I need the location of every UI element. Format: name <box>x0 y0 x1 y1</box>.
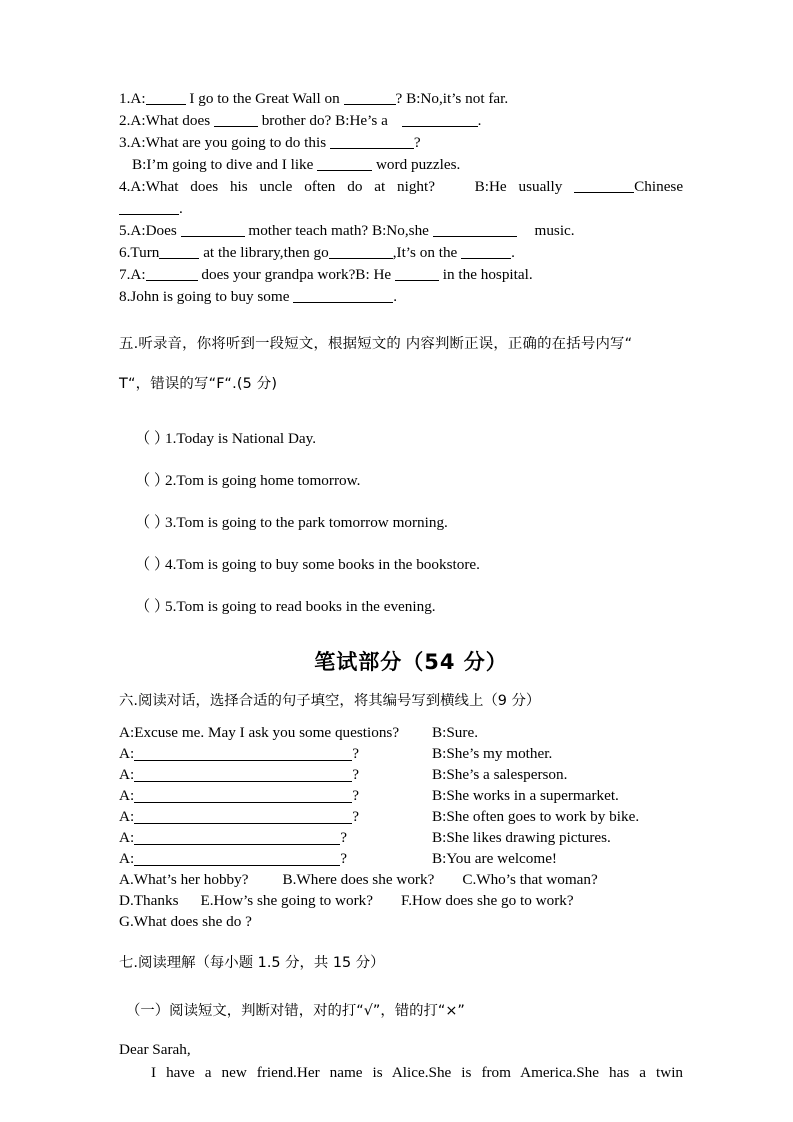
dialogue-a-question-mark: ? <box>340 850 347 867</box>
q5-blank-2[interactable] <box>433 223 517 237</box>
dialogue-a-question-mark: ? <box>352 787 359 804</box>
q4-blank-1[interactable] <box>574 179 634 193</box>
dialogue-answer-blank[interactable] <box>134 829 340 845</box>
question-1 <box>119 88 683 110</box>
dialogue-row <box>119 848 683 869</box>
letter-body-line-1 <box>119 1061 683 1084</box>
question-6 <box>119 242 683 264</box>
choice-line-2 <box>119 890 683 911</box>
q8-seg1: . <box>393 288 398 305</box>
fill-in-questions <box>119 88 683 308</box>
section-five-instruction <box>119 324 683 404</box>
q4-line2-tail: . <box>179 200 183 217</box>
q2-blank-2[interactable] <box>402 113 478 127</box>
q4-w9: usually <box>518 178 563 195</box>
letter-word: I <box>151 1064 157 1081</box>
dialogue-a-question-mark: ? <box>340 829 347 846</box>
tf-statement: 3.Tom is going to the park tomorrow morning. <box>165 514 448 531</box>
dialogue-b: B:She likes drawing pictures. <box>432 829 611 846</box>
q1-prefix: 1.A: <box>119 90 146 107</box>
question-5 <box>119 220 683 242</box>
letter-word: America.She <box>520 1064 599 1081</box>
dialogue-answer-blank[interactable] <box>134 745 352 761</box>
q4-w2: his <box>229 178 248 195</box>
dialogue-a-label: A: <box>119 745 135 762</box>
q6-blank-1[interactable] <box>159 245 199 259</box>
tf-statement: 4.Tom is going to buy some books in the bookstore. <box>165 556 480 573</box>
q5-seg2: B:No,she <box>368 222 433 239</box>
dialogue-b: B:You are welcome! <box>432 850 557 867</box>
dialogue-answer-blank[interactable] <box>134 766 352 782</box>
page-content <box>119 88 683 1084</box>
q3-sub-suffix: word puzzles. <box>372 156 461 173</box>
tf-row <box>119 544 683 586</box>
q6-blank-3[interactable] <box>461 245 511 259</box>
dialogue-a-question-mark: ? <box>352 808 359 825</box>
q7-prefix: 7.A: <box>119 266 146 283</box>
letter-word: a <box>639 1064 646 1081</box>
q1-seg2: ? <box>395 90 403 107</box>
q4-blank-2[interactable] <box>119 201 179 215</box>
q1-seg1: I go to the Great Wall on <box>185 90 344 107</box>
q1-blank-2[interactable] <box>344 91 396 105</box>
q3-seg1: ? <box>413 134 421 151</box>
question-2 <box>119 110 683 132</box>
q4-w3: uncle <box>259 178 293 195</box>
letter-word: from <box>481 1064 511 1081</box>
dialogue-a: A:Excuse me. May I ask you some questions? <box>119 724 400 741</box>
question-4-line-2 <box>119 198 683 220</box>
q3-sub-prefix: B:I’m going to dive and I like <box>132 156 318 173</box>
tf-statement: 2.Tom is going home tomorrow. <box>165 472 361 489</box>
choice-line-3 <box>119 911 683 932</box>
tf-statement: 1.Today is National Day. <box>165 430 317 447</box>
q7-blank-2[interactable] <box>395 267 439 281</box>
dialogue-b: B:She’s my mother. <box>432 745 553 762</box>
tf-statement: 5.Tom is going to read books in the evening. <box>165 598 436 615</box>
q4-w6: at <box>374 178 386 195</box>
letter-word: twin <box>656 1064 684 1081</box>
dialogue-row <box>119 743 683 764</box>
letter-word: a <box>204 1064 212 1081</box>
q8-blank-1[interactable] <box>293 289 393 303</box>
dialogue-answer-blank[interactable] <box>134 808 352 824</box>
dialogue-a <box>119 785 432 806</box>
dialogue-a-question-mark: ? <box>352 766 359 783</box>
answer-parenthesis[interactable]: （ ） <box>135 472 170 489</box>
dialogue-row <box>119 785 683 806</box>
dialogue-a <box>119 764 432 785</box>
q3-prefix: 3.A:What are you going to do this <box>119 134 330 151</box>
answer-parenthesis[interactable]: （ ） <box>135 556 170 573</box>
dialogue-a <box>119 743 432 764</box>
letter-word: friend.Her <box>256 1064 320 1081</box>
choice-option-c[interactable]: C.Who’s that woman? <box>462 871 598 888</box>
q7-seg2: in the hospital. <box>438 266 533 283</box>
q4-tail: Chinese <box>634 178 684 195</box>
tf-row <box>119 460 683 502</box>
letter-word: Alice.She <box>391 1064 452 1081</box>
dialogue-b: B:She works in a supermarket. <box>432 787 619 804</box>
letter-word: is <box>461 1064 472 1081</box>
dialogue-a-label: A: <box>119 766 135 783</box>
q6-seg2: ,It’s on the <box>392 244 462 261</box>
letter-word: is <box>372 1064 383 1081</box>
q5-prefix: 5.A:Does <box>119 222 181 239</box>
dialogue-b: B:She’s a salesperson. <box>432 766 568 783</box>
dialogue-a-label: A: <box>119 850 135 867</box>
dialogue-a <box>119 848 432 869</box>
written-part-heading: 笔试部分（54 分） <box>314 650 508 674</box>
section-seven-sub-instruction: （一）阅读短文，判断对错，对的打“√”，错的打“×” <box>126 1003 465 1019</box>
q5-seg1: mother teach math? <box>244 222 369 239</box>
q6-prefix: 6.Turn <box>119 244 160 261</box>
q7-blank-1[interactable] <box>146 267 198 281</box>
dialogue-a-question-mark: ? <box>352 745 359 762</box>
q4-w1: does <box>190 178 219 195</box>
letter-word: has <box>609 1064 630 1081</box>
dialogue-row <box>119 806 683 827</box>
dialogue-row <box>119 722 683 743</box>
dialogue-a-label: A: <box>119 787 135 804</box>
choice-option-d[interactable]: D.Thanks <box>119 892 179 909</box>
q5-seg3: music. <box>530 222 575 239</box>
letter-word: have <box>166 1064 195 1081</box>
q2-seg1: brother do? <box>257 112 332 129</box>
dialogue-a-label: A: <box>119 808 135 825</box>
q2-prefix: 2.A:What does <box>119 112 214 129</box>
section-seven-instruction: 七.阅读理解（每小题 1.5 分，共 15 分） <box>119 955 385 971</box>
question-7 <box>119 264 683 286</box>
answer-parenthesis[interactable]: （ ） <box>135 430 170 447</box>
dialogue-block <box>119 722 683 869</box>
q6-seg3: . <box>511 244 515 261</box>
question-8 <box>119 286 683 308</box>
question-3 <box>119 132 683 154</box>
q7-seg1: does your grandpa work?B: He <box>197 266 395 283</box>
q4-w5: do <box>347 178 363 195</box>
choice-option-g[interactable]: G.What does she do ? <box>119 913 252 930</box>
dialogue-answer-blank[interactable] <box>134 787 352 803</box>
tf-row <box>119 586 683 628</box>
choice-option-b[interactable]: B.Where does she work? <box>282 871 435 888</box>
answer-parenthesis[interactable]: （ ） <box>135 514 170 531</box>
q1-seg3: B:No,it’s not far. <box>402 90 509 107</box>
q4-w4: often <box>304 178 336 195</box>
letter-word: name <box>329 1064 363 1081</box>
letter-word: new <box>221 1064 247 1081</box>
q4-w7: night? <box>397 178 435 195</box>
choice-line-1 <box>119 869 683 890</box>
q5-blank-1[interactable] <box>181 223 245 237</box>
choice-option-f[interactable]: F.How does she go to work? <box>401 892 574 909</box>
q2-seg3: . <box>477 112 482 129</box>
section-five-instruction-line-2: T“，错误的写“F“.(5 分) <box>119 376 278 392</box>
choice-option-a[interactable]: A.What’s her hobby? <box>119 871 249 888</box>
q2-blank-1[interactable] <box>214 113 258 127</box>
dialogue-row <box>119 827 683 848</box>
dialogue-a <box>119 806 432 827</box>
question-4-line-1 <box>119 176 683 198</box>
dialogue-row <box>119 764 683 785</box>
dialogue-b: B:Sure. <box>432 724 478 741</box>
dialogue-a-label: A: <box>119 829 135 846</box>
section-six-instruction: 六.阅读对话，选择合适的句子填空，将其编号写到横线上（9 分） <box>119 693 541 709</box>
q3-blank-1[interactable] <box>330 135 414 149</box>
answer-parenthesis[interactable]: （ ） <box>135 598 170 615</box>
dialogue-b: B:She often goes to work by bike. <box>432 808 640 825</box>
q4-w0: 4.A:What <box>119 178 179 195</box>
q6-blank-2[interactable] <box>329 245 393 259</box>
true-false-list <box>119 418 683 628</box>
q3-blank-2[interactable] <box>317 157 372 171</box>
q6-seg1: at the library,then go <box>199 244 329 261</box>
tf-row <box>119 418 683 460</box>
q4-w8: B:He <box>474 178 507 195</box>
q8-prefix: 8.John is going to buy some <box>119 288 294 305</box>
dialogue-answer-blank[interactable] <box>134 850 340 866</box>
section-five-instruction-line-1: 五.听录音，你将听到一段短文，根据短文的 内容判断正误，正确的在括号内写“ <box>119 336 633 352</box>
tf-row <box>119 502 683 544</box>
letter-salutation: Dear Sarah, <box>119 1041 191 1058</box>
question-3-sub <box>119 154 683 176</box>
q1-blank-1[interactable] <box>146 91 186 105</box>
q2-seg2: B:He’s a <box>331 112 392 129</box>
choice-option-e[interactable]: E.How’s she going to work? <box>200 892 374 909</box>
dialogue-a <box>119 827 432 848</box>
